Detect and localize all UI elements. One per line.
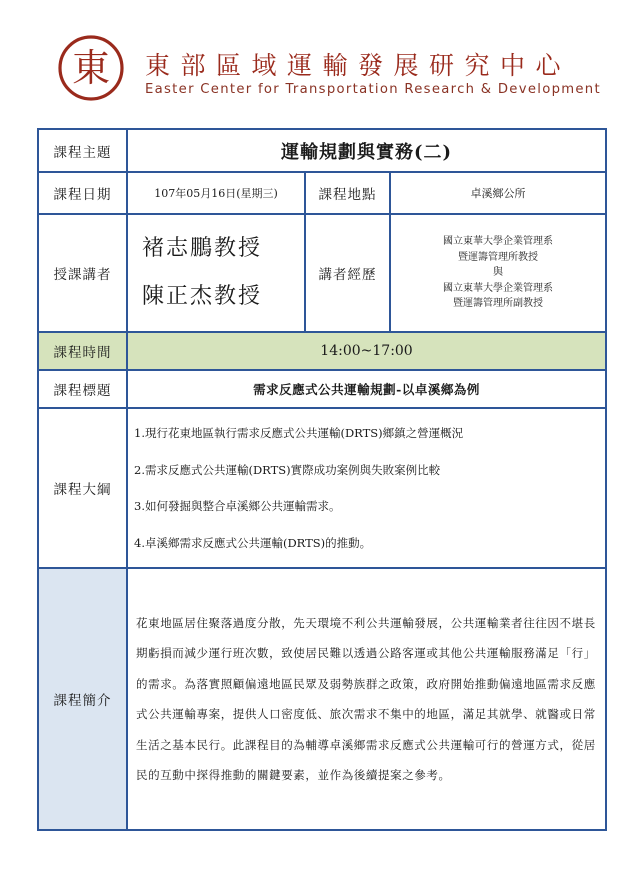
background-line: 與 <box>493 267 504 279</box>
outline-item: 3.如何發掘與整合卓溪鄉公共運輸需求。 <box>134 499 341 513</box>
date-value: 107年05月16日(星期三) <box>127 172 305 214</box>
org-name-english: Easter Center for Transportation Research & Development <box>145 82 601 97</box>
location-label: 課程地點 <box>305 172 390 214</box>
row-lecturer <box>38 214 606 332</box>
outline-item: 4.卓溪鄉需求反應式公共運輸(DRTS)的推動。 <box>134 535 372 550</box>
lecturer-background <box>390 214 606 332</box>
outline-item: 2.需求反應式公共運輸(DRTS)實際成功案例與失敗案例比較 <box>134 462 441 477</box>
org-name-chinese: 東部區域運輸發展研究中心 <box>145 51 572 80</box>
theme-label: 課程主題 <box>38 129 127 172</box>
background-line: 暨運籌管理所教授 <box>458 251 539 263</box>
row-theme <box>38 129 606 172</box>
row-date <box>38 172 606 214</box>
outline-item: 1.現行花東地區執行需求反應式公共運輸(DRTS)鄉鎮之營運概況 <box>134 426 464 440</box>
topic-label: 課程標題 <box>38 370 127 408</box>
center-logo <box>57 34 125 102</box>
lecturer-label: 授課講者 <box>38 214 127 332</box>
time-label: 課程時間 <box>38 332 127 370</box>
row-topic <box>38 370 606 408</box>
row-time <box>38 332 606 370</box>
lecturer-names <box>127 214 305 332</box>
header <box>57 34 617 106</box>
outline-label: 課程大綱 <box>38 408 127 568</box>
background-line: 暨運籌管理所副教授 <box>453 298 544 310</box>
background-line: 國立東華大學企業管理系 <box>443 236 554 248</box>
row-outline <box>38 408 606 568</box>
outline-list <box>127 408 606 568</box>
lecturer-name: 褚志鵬教授 <box>142 236 263 261</box>
row-intro <box>38 568 606 830</box>
svg-text:東: 東 <box>71 46 111 90</box>
background-line: 國立東華大學企業管理系 <box>443 282 554 294</box>
background-label: 講者經歷 <box>305 214 390 332</box>
theme-value: 運輸規劃與實務(二) <box>127 129 606 172</box>
topic-value: 需求反應式公共運輸規劃-以卓溪鄉為例 <box>127 370 606 408</box>
time-value: 14:00~17:00 <box>127 332 606 370</box>
lecturer-name: 陳正杰教授 <box>142 284 263 309</box>
intro-label: 課程簡介 <box>38 568 127 830</box>
intro-text: 花東地區居住聚落過度分散，先天環境不利公共運輸發展，公共運輸業者往往因不堪長期虧損而減少運行班次數，致使居民難以透過公路客運或其他公共運輸服務滿足「行」的需求。為落實照顧偏遠地區民眾及弱勢族群之政策，政府開始推動偏遠地區需求反應式公共運輸專案，提供人口密度低、旅次需求不集中的地區，滿足其就學、就醫或日常生活之基本民行。此課程目的為輔導卓溪鄉需求反應式公共運輸可行的營運方式，從居民的互動中探得推動的關鍵要素，並作為後續提案之參考。 <box>127 568 606 830</box>
date-label: 課程日期 <box>38 172 127 214</box>
course-info-table <box>37 128 607 831</box>
location-value: 卓溪鄉公所 <box>390 172 606 214</box>
